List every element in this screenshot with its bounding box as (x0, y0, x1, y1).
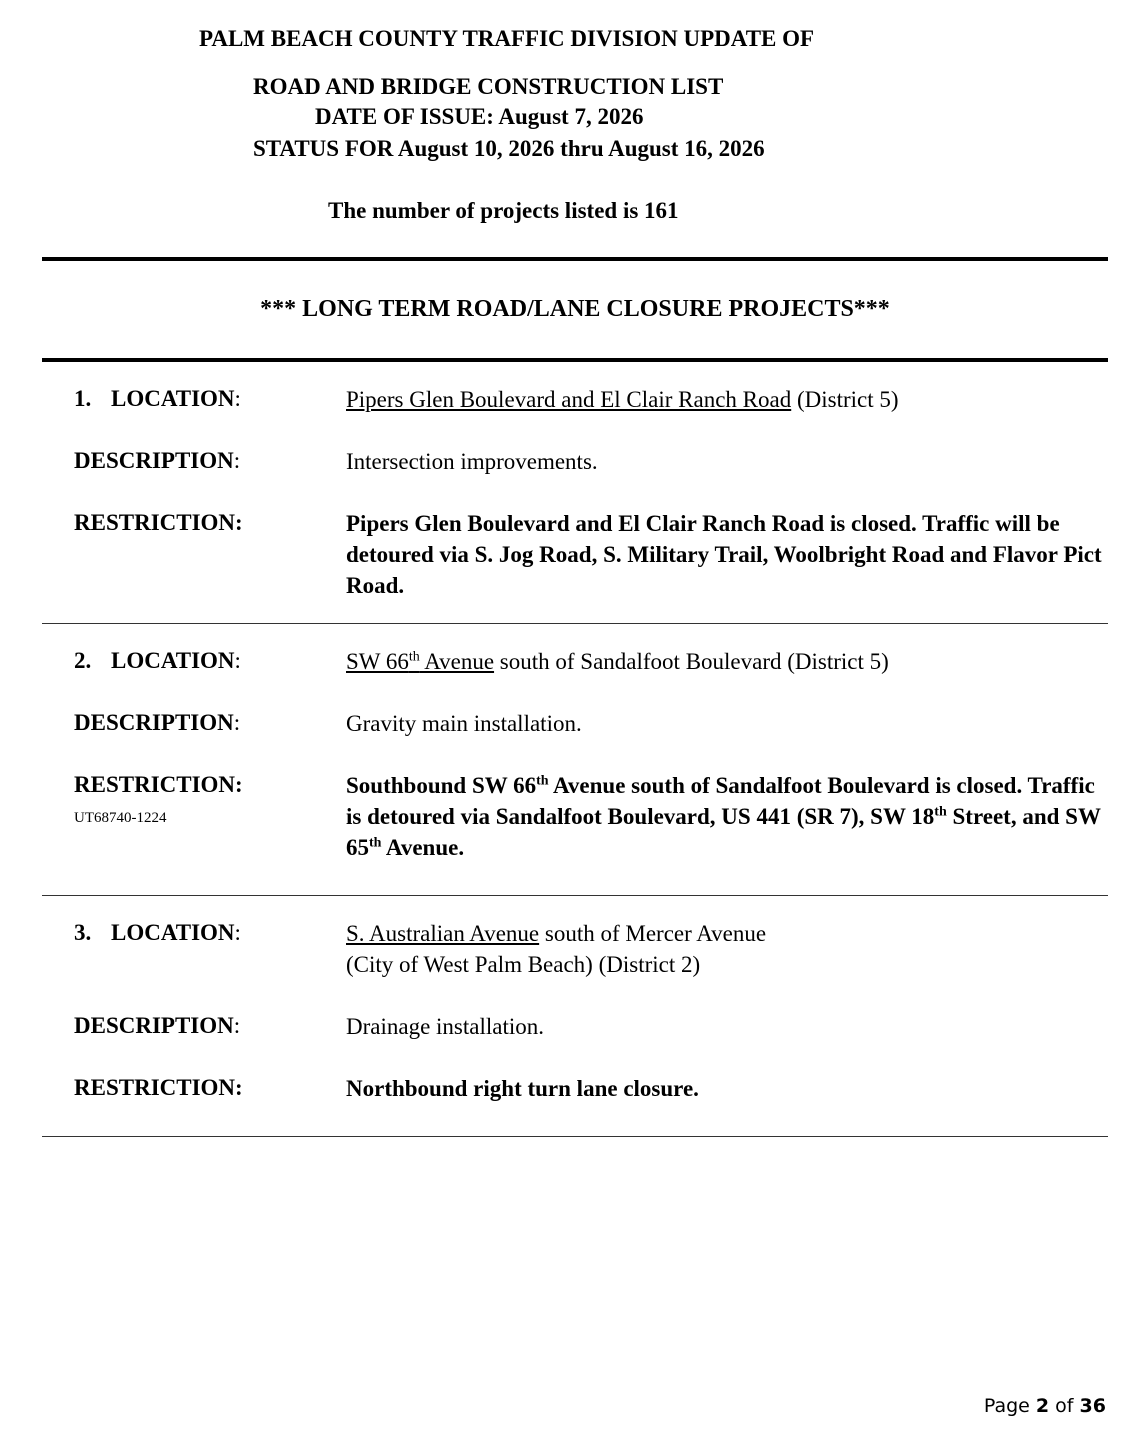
status-period: STATUS FOR August 10, 2026 thru August 16, 2026 (253, 136, 765, 161)
project-3-restriction-label (74, 1073, 243, 1103)
project-3-description-label (74, 1011, 240, 1041)
divider-thin (42, 1136, 1108, 1137)
divider-thick (42, 358, 1108, 362)
project-1-description: Intersection improvements. (346, 449, 598, 474)
location-detail-line2: (City of West Palm Beach) (District 2) (346, 952, 701, 977)
divider-thick (42, 257, 1108, 261)
permit-code: UT68740-1224 (74, 810, 167, 826)
location-label-text: LOCATION (111, 386, 235, 411)
project-3-location (346, 918, 1106, 980)
description-label-text: DESCRIPTION (74, 710, 234, 735)
project-2-restriction (346, 770, 1106, 863)
current-page: 2 (1035, 1395, 1050, 1417)
road-name: S. Australian Avenue (346, 921, 540, 946)
section-title: *** LONG TERM ROAD/LANE CLOSURE PROJECTS*** (260, 296, 890, 322)
description-label-text: DESCRIPTION (74, 1013, 234, 1038)
restriction-label-text: RESTRICTION: (74, 1075, 243, 1100)
total-pages: 36 (1079, 1395, 1106, 1417)
restriction-text: Avenue south of Sandalfoot Boulevard is closed. Traffic is detoured via Sandalfoot Boulevard, US 441 (SR 7), SW 18 (346, 773, 1095, 829)
project-1-restriction: Pipers Glen Boulevard and El Clair Ranch Road is closed. Traffic will be detoured via S. Jog Road, S. Military Trail, Woolbright Road and Flavor Pict Road. (346, 511, 1102, 598)
label-colon: : (234, 920, 241, 945)
label-colon: : (233, 710, 241, 735)
project-1-description-label (74, 446, 240, 476)
project-2-location (346, 646, 1106, 677)
project-3-description: Drainage installation. (346, 1014, 544, 1039)
divider-thin (42, 623, 1108, 624)
location-label-text: LOCATION (111, 920, 235, 945)
location-detail: south of Sandalfoot Boulevard (District 5) (494, 649, 889, 674)
project-2-description-label (74, 708, 240, 738)
road-name-part: SW 66 (346, 649, 409, 674)
project-2-location-label (74, 646, 241, 676)
project-count: The number of projects listed is 161 (328, 198, 679, 223)
road-name: Pipers Glen Boulevard and El Clair Ranch Road (346, 387, 792, 412)
report-title-line1: PALM BEACH COUNTY TRAFFIC DIVISION UPDATE OF (199, 26, 815, 51)
ordinal-suffix: th (408, 649, 420, 665)
ordinal-suffix: th (536, 773, 549, 789)
road-name-part: Avenue (419, 649, 495, 674)
report-title-line2: ROAD AND BRIDGE CONSTRUCTION LIST (253, 74, 724, 99)
project-2-description: Gravity main installation. (346, 711, 582, 736)
description-label-text: DESCRIPTION (74, 448, 234, 473)
project-1-location-label (74, 384, 241, 414)
project-number: 2. (74, 648, 92, 673)
project-number: 3. (74, 920, 92, 945)
project-1-restriction-label (74, 508, 243, 538)
label-colon: : (233, 448, 241, 473)
project-3-restriction: Northbound right turn lane closure. (346, 1076, 699, 1101)
label-colon: : (233, 1013, 241, 1038)
issue-date: DATE OF ISSUE: August 7, 2026 (315, 104, 644, 129)
restriction-text: Street, and SW 65 (346, 804, 1101, 860)
road-name (346, 649, 494, 674)
restriction-text: Avenue. (381, 835, 465, 860)
project-number: 1. (74, 386, 92, 411)
label-colon: : (234, 386, 241, 411)
page-number (984, 1395, 1106, 1417)
divider-thin (42, 895, 1108, 896)
project-1-location (346, 384, 1106, 415)
ordinal-suffix: th (369, 835, 382, 851)
ordinal-suffix: th (934, 804, 947, 820)
restriction-label-text: RESTRICTION: (74, 510, 243, 535)
restriction-label-text: RESTRICTION: (74, 772, 243, 797)
project-3-location-label (74, 918, 241, 948)
restriction-text: Southbound SW 66 (346, 773, 537, 798)
label-colon: : (234, 648, 241, 673)
location-detail: south of Mercer Avenue (539, 921, 767, 946)
location-detail: (District 5) (791, 387, 899, 412)
page-word: Page (983, 1395, 1030, 1417)
location-label-text: LOCATION (111, 648, 235, 673)
project-2-restriction-label (74, 770, 243, 800)
of-word: of (1055, 1395, 1074, 1417)
